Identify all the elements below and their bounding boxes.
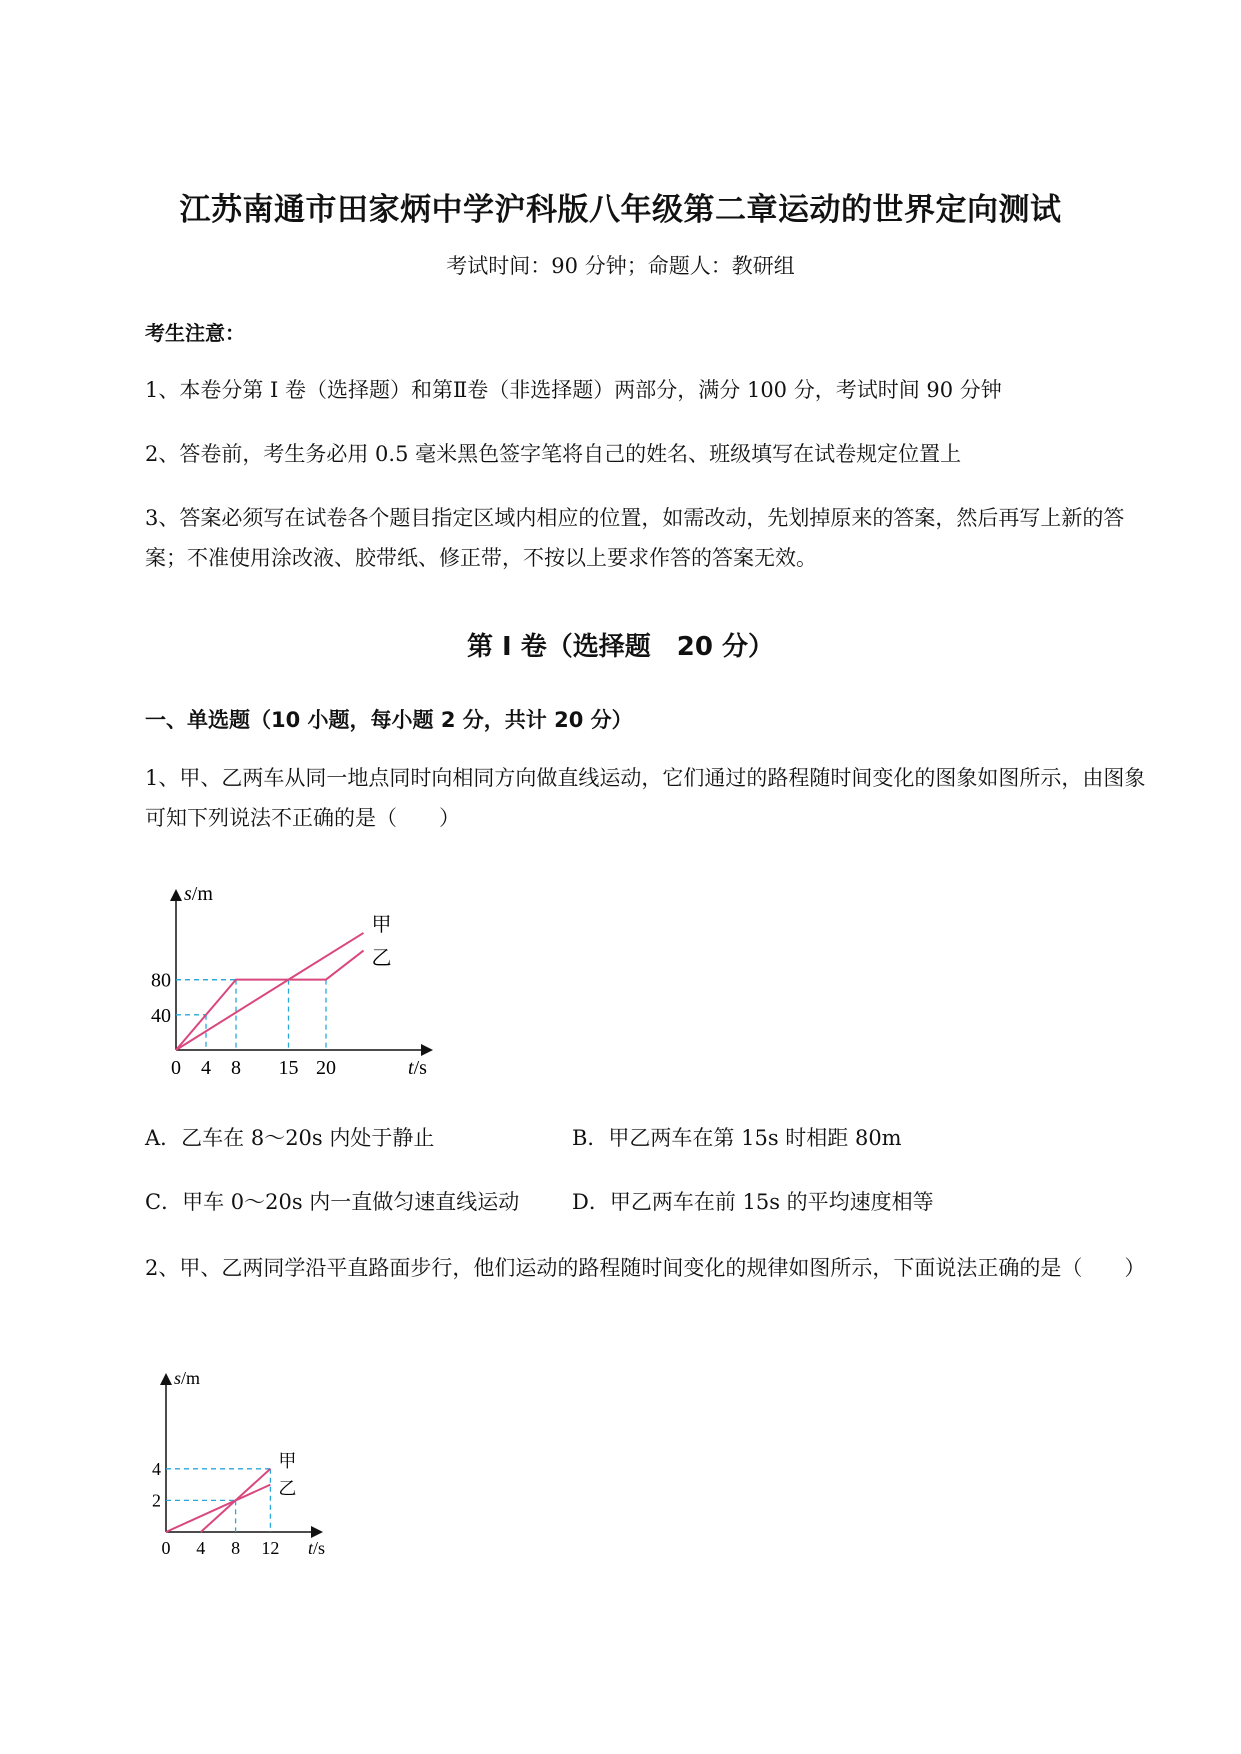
notice-item-2: 2、答卷前，考生务必用 0.5 毫米黑色签字笔将自己的姓名、班级填写在试卷规定位置上 xyxy=(145,442,962,466)
option-b[interactable]: B．甲乙两车在第 15s 时相距 80m xyxy=(572,1126,902,1150)
notice-item-3: 3、答案必须写在试卷各个题目指定区域内相应的位置，如需改动，先划掉原来的答案，然后再写上新的答案；不准使用涂改液、胶带纸、修正带，不按以上要求作答的答案无效。 xyxy=(145,506,1125,570)
notice-item-1: 1、本卷分第 I 卷（选择题）和第Ⅱ卷（非选择题）两部分，满分 100 分，考试时间 90 分钟 xyxy=(145,378,1002,402)
c1-x-tick-2: 8 xyxy=(231,1057,241,1079)
c1-series-1 xyxy=(176,951,364,1050)
question-type-heading: 一、单选题（10 小题，每小题 2 分，共计 20 分） xyxy=(145,708,633,732)
c1-y-label: s/m xyxy=(184,883,213,905)
c1-series-label-0: 甲 xyxy=(371,913,392,936)
c2-x-tick-2: 8 xyxy=(231,1538,241,1558)
c2-x-tick-0: 0 xyxy=(161,1538,171,1558)
c1-x-tick-1: 4 xyxy=(201,1057,211,1079)
c2-x-label: t/s xyxy=(308,1538,326,1558)
chart-2 xyxy=(140,1362,360,1562)
c2-y-label: s/m xyxy=(174,1368,201,1388)
question-2-stem: 2、甲、乙两同学沿平直路面步行，他们运动的路程随时间变化的规律如图所示，下面说法正确的是（ ） xyxy=(145,1256,1146,1280)
notice-heading: 考生注意： xyxy=(145,321,245,345)
option-c[interactable]: C．甲车 0～20s 内一直做匀速直线运动 xyxy=(145,1190,520,1214)
c2-series-label-0: 甲 xyxy=(278,1450,297,1471)
c1-x-tick-4: 20 xyxy=(316,1057,336,1079)
c1-y-tick-1: 80 xyxy=(151,969,171,992)
question-1-stem: 1、甲、乙两车从同一地点同时向相同方向做直线运动，它们通过的路程随时间变化的图象如图所示，由图象可知下列说法不正确的是（ ） xyxy=(145,766,1146,830)
c2-series-1 xyxy=(166,1485,270,1532)
c2-x-tick-3: 12 xyxy=(261,1538,280,1558)
section-title: 第 I 卷（选择题 20 分） xyxy=(466,632,774,662)
c2-x-tick-1: 4 xyxy=(196,1538,206,1558)
c2-y-tick-0: 2 xyxy=(152,1490,161,1511)
c1-x-tick-0: 0 xyxy=(171,1057,181,1079)
c1-series-label-1: 乙 xyxy=(371,947,392,970)
page-title: 江苏南通市田家炳中学沪科版八年级第二章运动的世界定向测试 xyxy=(179,192,1062,228)
c2-y-tick-1: 4 xyxy=(152,1459,161,1480)
c1-x-tick-3: 15 xyxy=(278,1057,299,1079)
c2-series-label-1: 乙 xyxy=(278,1478,297,1499)
c1-x-label: t/s xyxy=(408,1057,427,1079)
c1-y-tick-0: 40 xyxy=(151,1004,171,1027)
option-a[interactable]: A．乙车在 8～20s 内处于静止 xyxy=(145,1126,435,1150)
chart-1 xyxy=(140,870,460,1090)
c1-series-0 xyxy=(176,933,364,1050)
option-d[interactable]: D．甲乙两车在前 15s 的平均速度相等 xyxy=(572,1190,934,1214)
exam-info: 考试时间：90 分钟；命题人：教研组 xyxy=(446,254,795,278)
